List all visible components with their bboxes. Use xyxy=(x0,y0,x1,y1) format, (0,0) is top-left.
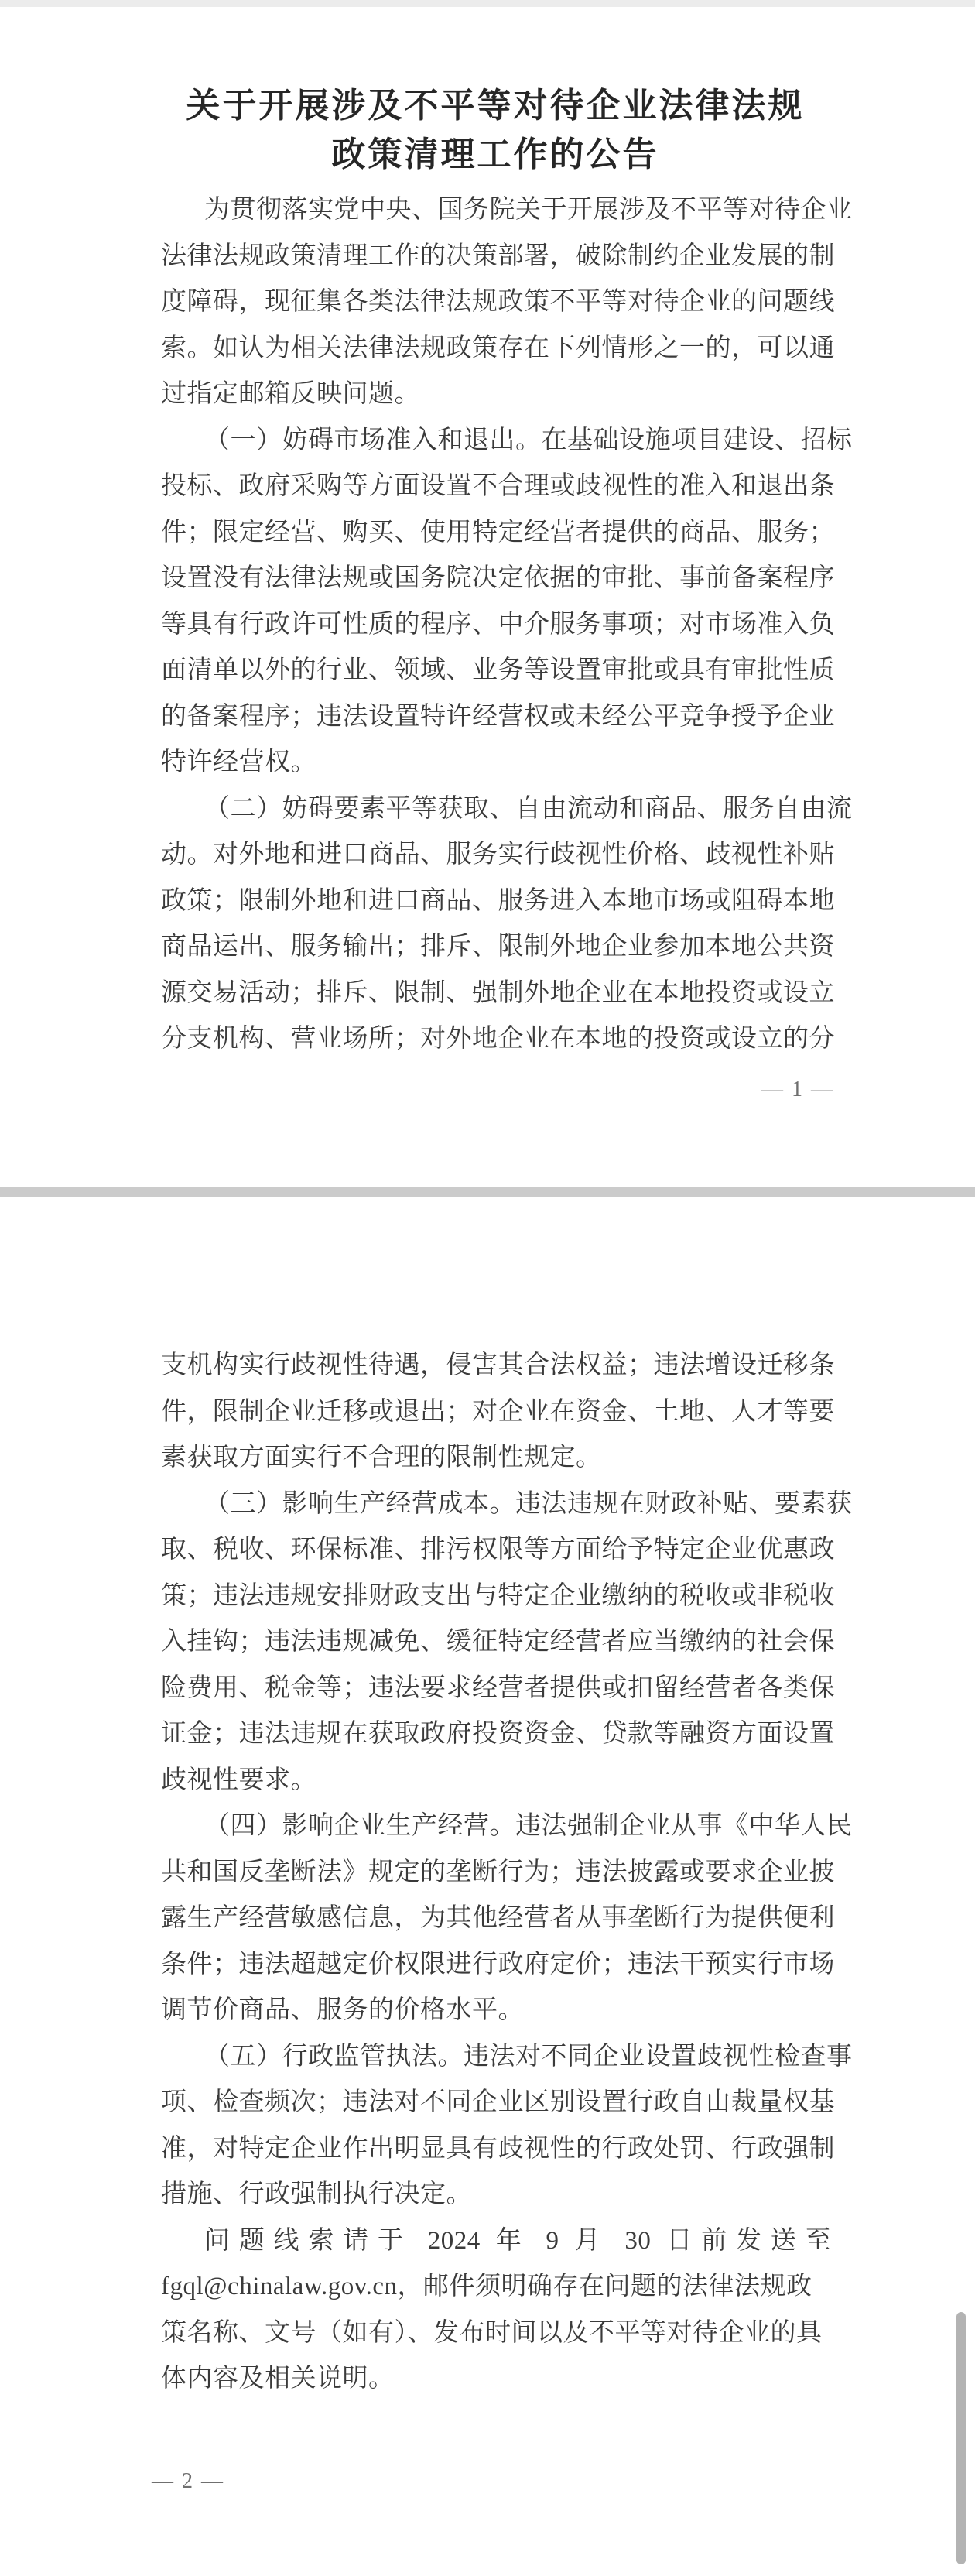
text-line: 策；违法违规安排财政支出与特定企业缴纳的税收或非税收 xyxy=(161,1581,835,1610)
document-title-line-2: 政策清理工作的公告 xyxy=(331,135,659,173)
text-line: 度障碍，现征集各类法律法规政策不平等对待企业的问题线 xyxy=(161,288,835,316)
text-line: 体内容及相关说明。 xyxy=(161,2365,395,2393)
text-line: 证金；违法违规在获取政府投资资金、贷款等融资方面设置 xyxy=(161,1720,835,1748)
text-line: 支机构实行歧视性待遇，侵害其合法权益；违法增设迁移条 xyxy=(161,1351,835,1379)
page-number-1: — 1 — xyxy=(761,1077,834,1101)
text-line: 问题线索请于 2024 年 9 月 30 日前发送至 xyxy=(204,2226,831,2255)
scrollbar-thumb[interactable] xyxy=(956,2312,966,2564)
page-2-body xyxy=(161,1343,853,2403)
text-line: （二）妨碍要素平等获取、自由流动和商品、服务自由流 xyxy=(204,794,853,823)
text-line: （一）妨碍市场准入和退出。在基础设施项目建设、招标 xyxy=(204,426,853,454)
text-line: 的备案程序；违法设置特许经营权或未经公平竞争授予企业 xyxy=(161,702,835,731)
text-line: 条件；违法超越定价权限进行政府定价；违法干预实行市场 xyxy=(161,1950,835,1978)
text-line: 策名称、文号（如有）、发布时间以及不平等对待企业的具 xyxy=(161,2318,823,2347)
text-line: 露生产经营敏感信息，为其他经营者从事垄断行为提供便利 xyxy=(161,1904,835,1932)
text-line: 过指定邮箱反映问题。 xyxy=(161,380,420,408)
text-line: 措施、行政强制执行决定。 xyxy=(161,2180,472,2208)
text-line: fgql@chinalaw.gov.cn，邮件须明确存在问题的法律法规政 xyxy=(161,2273,812,2300)
text-line: 动。对外地和进口商品、服务实行歧视性价格、歧视性补贴 xyxy=(161,841,835,868)
page-1-body xyxy=(161,187,853,1063)
text-line: 险费用、税金等；违法要求经营者提供或扣留经营者各类保 xyxy=(161,1673,835,1702)
text-line: 法律法规政策清理工作的决策部署，破除制约企业发展的制 xyxy=(161,242,835,270)
text-line: 投标、政府采购等方面设置不合理或歧视性的准入和退出条 xyxy=(161,472,835,500)
page-2 xyxy=(0,1197,975,2576)
text-line: 源交易活动；排斥、限制、强制外地企业在本地投资或设立 xyxy=(161,978,835,1007)
text-line: 取、税收、环保标准、排污权限等方面给予特定企业优惠政 xyxy=(161,1536,835,1564)
text-line: 面清单以外的行业、领域、业务等设置审批或具有审批性质 xyxy=(161,656,835,684)
text-line: （四）影响企业生产经营。违法强制企业从事《中华人民 xyxy=(204,1812,853,1840)
text-line: 设置没有法律法规或国务院决定依据的审批、事前备案程序 xyxy=(161,564,835,592)
document-title-line-1: 关于开展涉及不平等对待企业法律法规 xyxy=(186,87,805,125)
text-line: （三）影响生产经营成本。违法违规在财政补贴、要素获 xyxy=(204,1489,853,1518)
text-line: 共和国反垄断法》规定的垄断行为；违法披露或要求企业披 xyxy=(161,1858,835,1886)
document-title xyxy=(161,81,830,179)
text-line: 件；限定经营、购买、使用特定经营者提供的商品、服务； xyxy=(161,518,835,546)
page-separator xyxy=(0,1187,975,1197)
page-number-2: — 2 — xyxy=(152,2469,224,2493)
text-line: 素获取方面实行不合理的限制性规定。 xyxy=(161,1444,602,1471)
text-line: 商品运出、服务输出；排斥、限制外地企业参加本地公共资 xyxy=(161,933,835,961)
text-line: 分支机构、营业场所；对外地企业在本地的投资或设立的分 xyxy=(161,1025,835,1053)
text-line: 件，限制企业迁移或退出；对企业在资金、土地、人才等要 xyxy=(161,1397,835,1426)
text-line: 歧视性要求。 xyxy=(161,1766,316,1794)
text-line: 项、检查频次；违法对不同企业区别设置行政自由裁量权基 xyxy=(161,2088,835,2116)
page-1 xyxy=(0,0,975,1187)
text-line: 等具有行政许可性质的程序、中介服务事项；对市场准入负 xyxy=(161,610,835,639)
text-line: 为贯彻落实党中央、国务院关于开展涉及不平等对待企业 xyxy=(204,196,853,224)
text-line: 索。如认为相关法律法规政策存在下列情形之一的，可以通 xyxy=(161,334,835,362)
text-line: 特许经营权。 xyxy=(161,748,316,776)
text-line: 准，对特定企业作出明显具有歧视性的行政处罚、行政强制 xyxy=(161,2134,835,2163)
text-line: 入挂钩；违法违规减免、缓征特定经营者应当缴纳的社会保 xyxy=(161,1628,835,1656)
text-line: 政策；限制外地和进口商品、服务进入本地市场或阻碍本地 xyxy=(161,886,835,915)
text-line: 调节价商品、服务的价格水平。 xyxy=(161,1996,524,2024)
text-line: （五）行政监管执法。违法对不同企业设置歧视性检查事 xyxy=(204,2042,853,2071)
